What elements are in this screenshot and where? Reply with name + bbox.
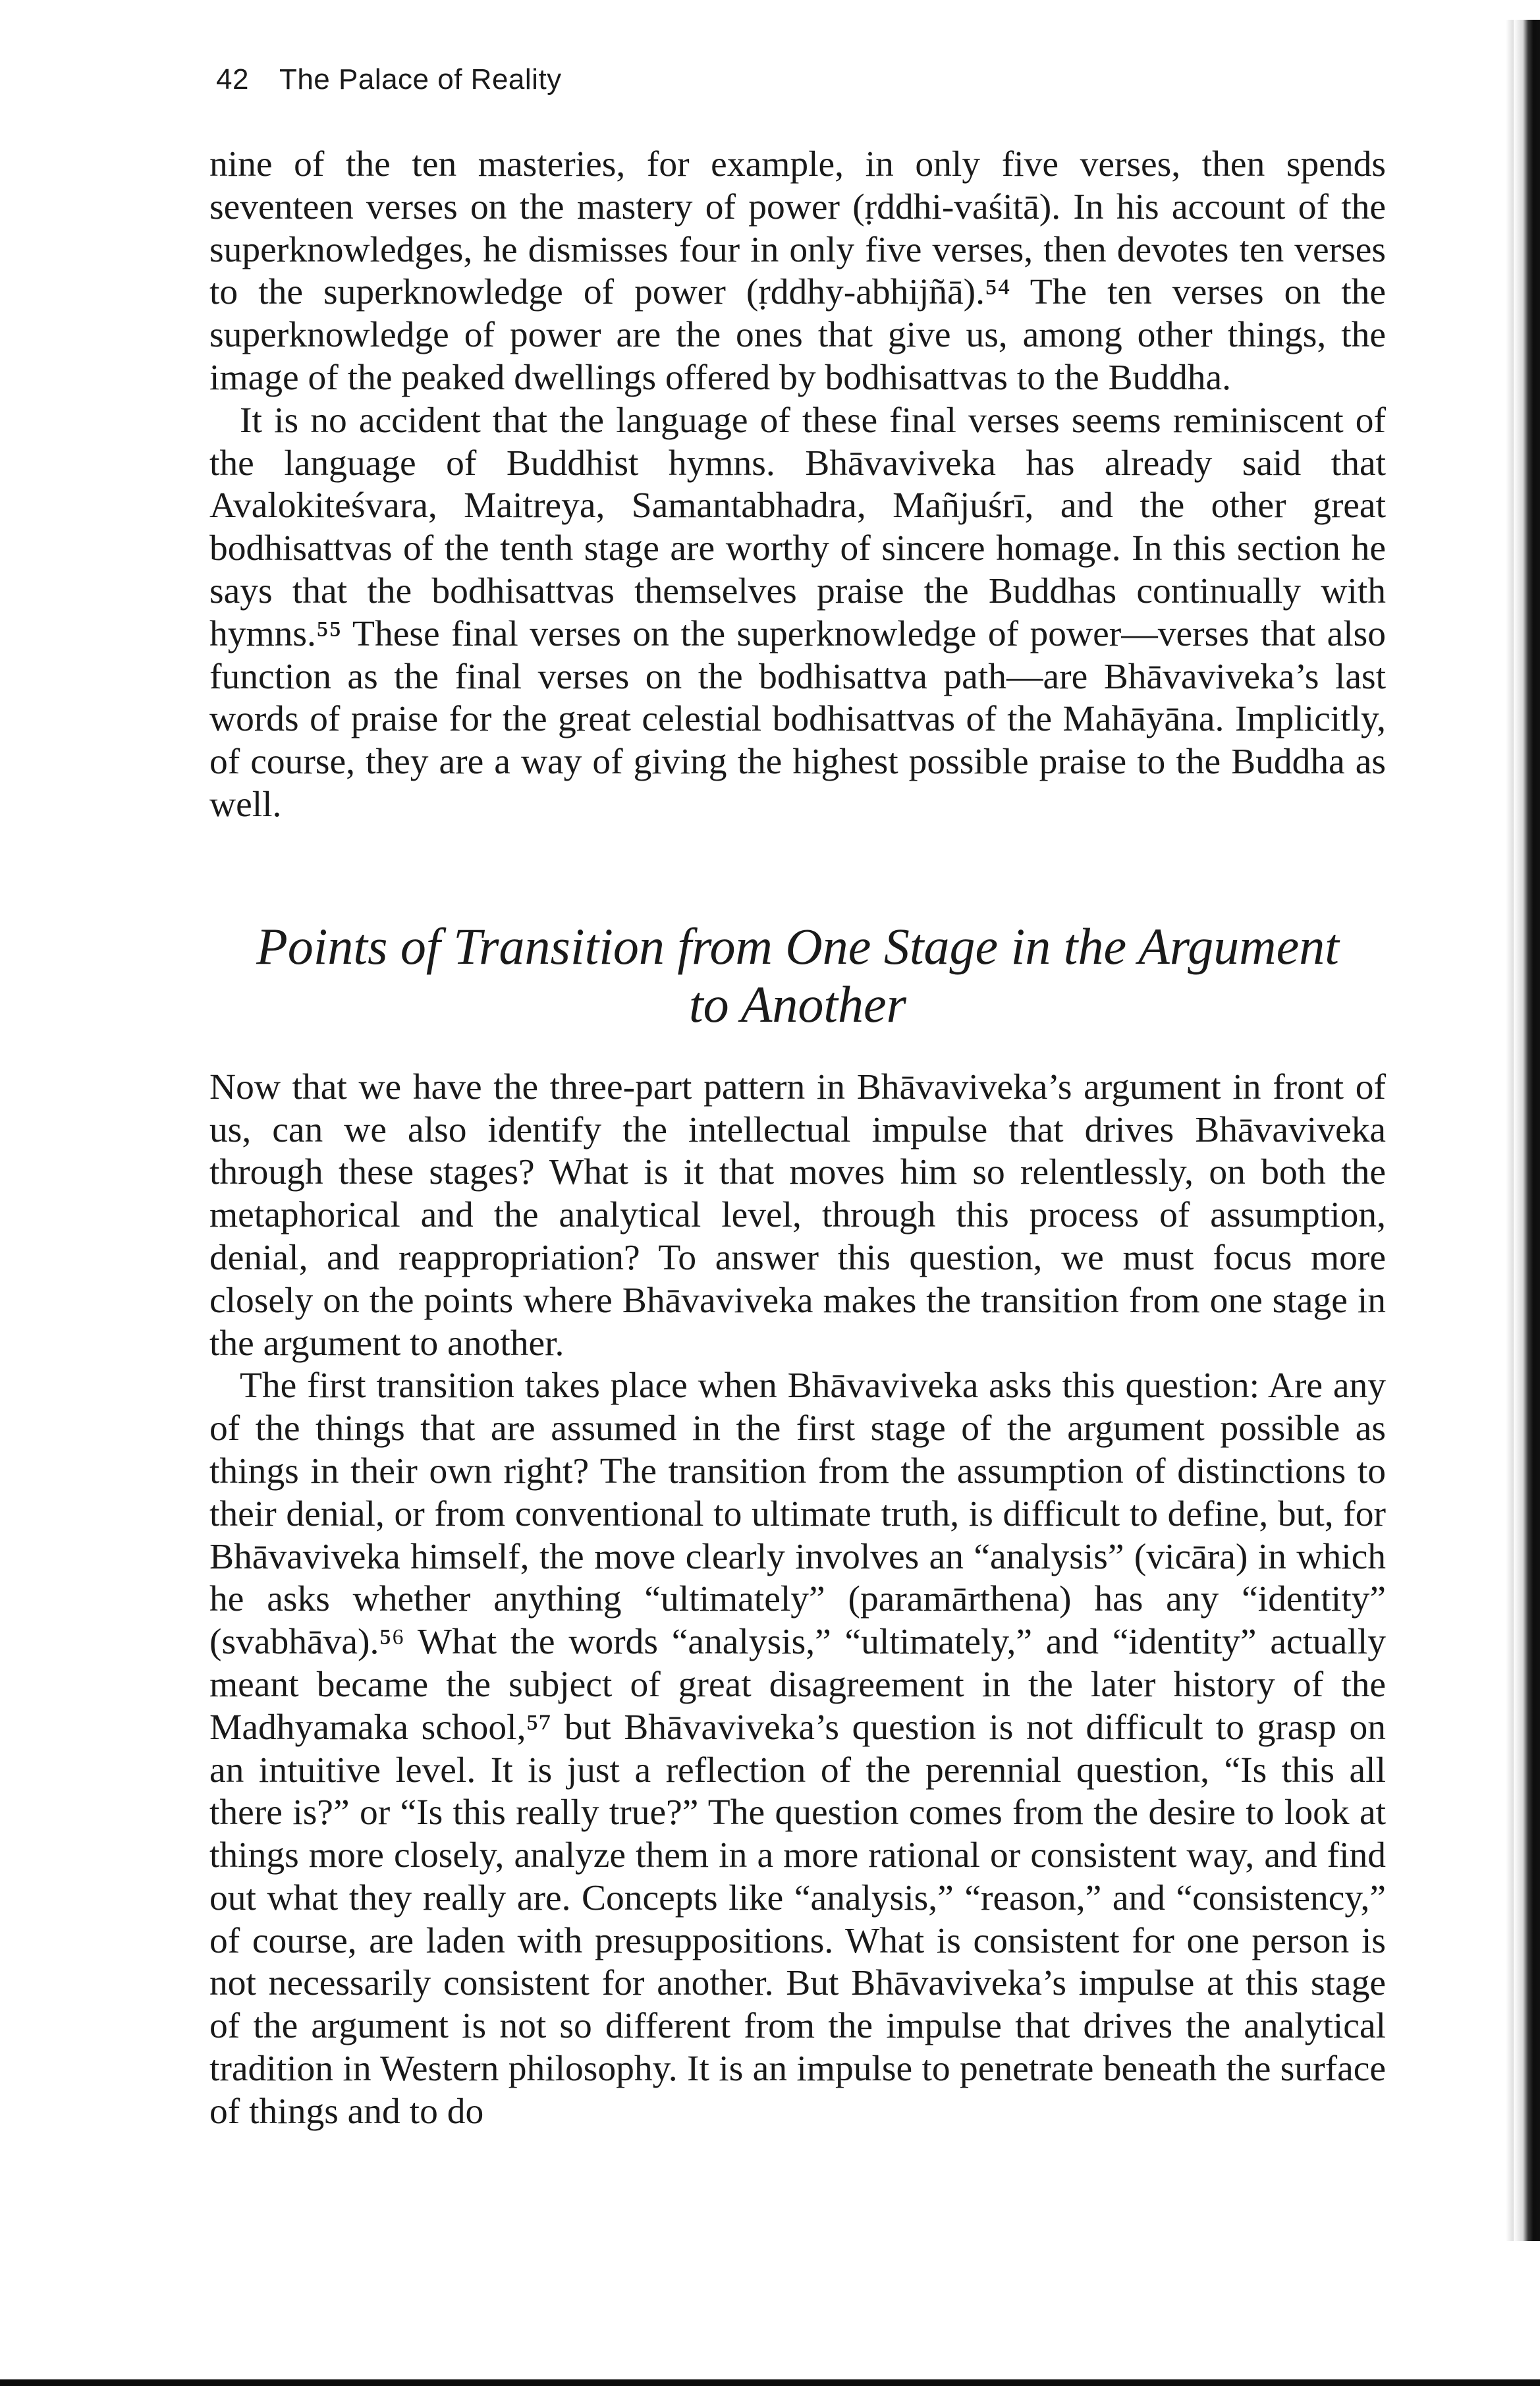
body-text	[209, 144, 1386, 2134]
section-heading: Points of Transition from One Stage in the Argument to Another	[256, 917, 1339, 1033]
paragraph-1: nine of the ten masteries, for example, in only five verses, then spends seventeen verses on the mastery of power (ṛddhi-vaśitā). In his account of the superknowledges, he dismisses four in only five verses, then devotes ten verses to the superknowledge of power (ṛddhy-abhijñā).⁵⁴ The ten verses on the superknowledge of power are the ones that give us, among other things, the image of the peaked dwellings offered by bodhisattvas to the Buddha.	[209, 144, 1386, 398]
page-edge-shadow	[1506, 20, 1514, 2241]
running-header	[216, 63, 562, 96]
page-number: 42	[216, 63, 249, 96]
bottom-scan-edge	[0, 2379, 1540, 2386]
paragraph-3: Now that we have the three-part pattern in Bhāvaviveka’s argument in front of us, can we also identify the intellectual impulse that drives Bhāvaviveka through these stages? What is it that moves him so relentlessly, on both the metaphorical and the analytical level, through this process of assumption, denial, and reappropriation? To answer this question, we must focus more closely on the points where Bhāvaviveka makes the transition from one stage in the argument to another.	[209, 1067, 1386, 1364]
paragraph-2: It is no accident that the language of these final verses seems reminiscent of the language of Buddhist hymns. Bhāvaviveka has already said that Avalokiteśvara, Maitreya, Samantabhadra, Mañjuśrī, and the other great bodhisattvas of the tenth stage are worthy of sincere homage. In this section he says that the bodhisattvas themselves praise the Buddhas continually with hymns.⁵⁵ These final verses on the superknowledge of power—verses that also function as the final verses on the bodhisattva path—are Bhāvaviveka’s last words of praise for the great celestial bodhisattvas of the Mahāyāna. Implicitly, of course, they are a way of giving the highest possible praise to the Buddha as well.	[209, 400, 1386, 825]
page-edge-binding	[1514, 20, 1540, 2241]
paragraph-4: The first transition takes place when Bhāvaviveka asks this question: Are any of the things that are assumed in the first stage of the argument possible as things in their own right? The transition from the assumption of distinctions to their denial, or from conventional to ultimate truth, is difficult to define, but, for Bhāvaviveka himself, the move clearly involves an “analysis” (vicāra) in which he asks whether anything “ultimately” (paramārthena) has any “identity” (svabhāva).⁵⁶ What the words “analysis,” “ultimately,” and “identity” actually meant became the subject of great disagreement in the later history of the Madhyamaka school,⁵⁷ but Bhāvaviveka’s question is not difficult to grasp on an intuitive level. It is just a reflection of the perennial question, “Is this all there is?” or “Is this really true?” The question comes from the desire to look at things more closely, analyze them in a more rational or consistent way, and find out what they really are. Concepts like “analysis,” “reason,” and “consistency,” of course, are laden with presuppositions. What is consistent for one person is not necessarily consistent for another. But Bhāvaviveka’s impulse at this stage of the argument is not so different from the impulse that drives the analytical tradition in Western philosophy. It is an impulse to penetrate beneath the surface of things and to do	[209, 1366, 1386, 2132]
running-title: The Palace of Reality	[279, 63, 562, 96]
